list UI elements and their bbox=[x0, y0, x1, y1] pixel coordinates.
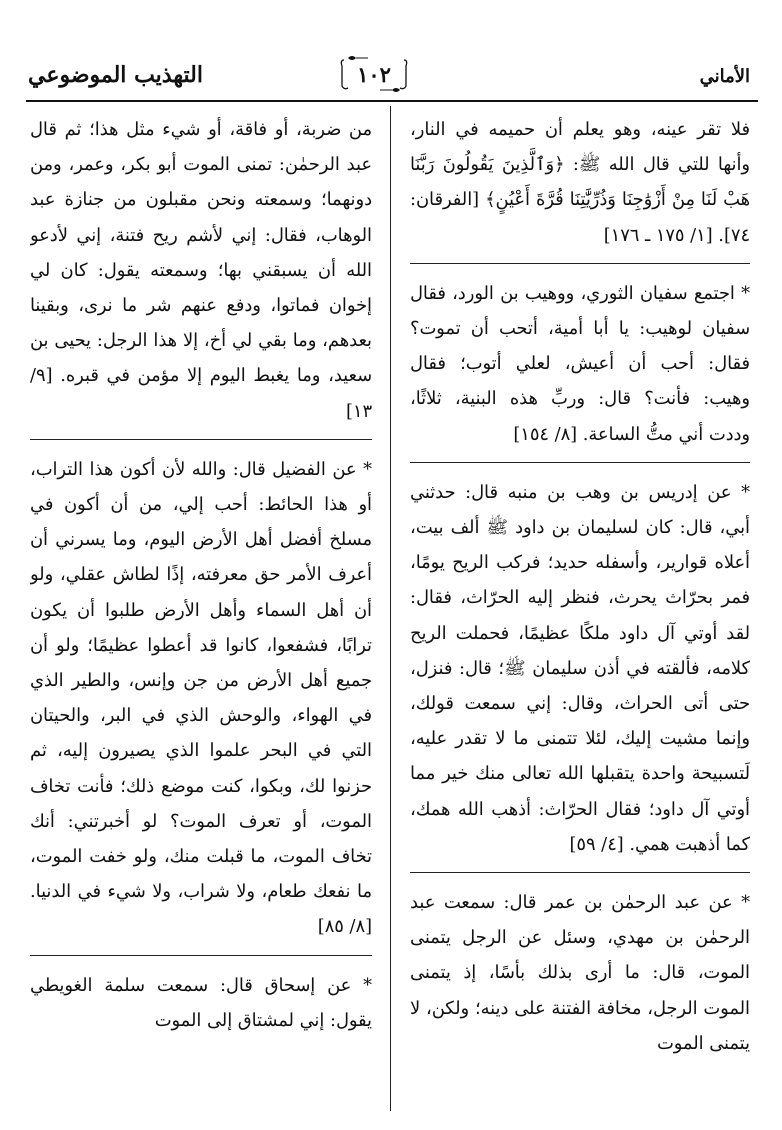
paragraph: * عن الفضيل قال: والله لأن أكون هذا التراب، أو هذا الحائط: أحب إلي، من أن أكون في مسلخ أفضل أهل الأرض اليوم، وما يسرني أن أعرف الأمر حق معرفته، إذًا لطاش عقلي، ولو أن أهل السماء وأهل الأرض طلبوا أن يكون ترابًا، فشفعوا، كانوا قد أعطوا عظيمًا؛ ولو أن جميع أهل الأرض من جن وإنس، والطير الذي في الهواء، والوحش الذي في البر، والحيتان التي في البحر علموا الذي يصيرون إليه، ثم حزنوا لك، وبكوا، كنت موضع ذلك؛ فأنت تخاف الموت، أو تعرف الموت؟ لو أخبرتني: أنك تخاف الموت، ما قبلت منك، ولو خفت الموت، ما نفعك طعام، ولا شراب، ولا شيء في الدنيا. [٨/ ٨٥] bbox=[30, 458, 372, 938]
paragraph: * عن عبد الرحمٰن بن عمر قال: سمعت عبد الرحمٰن بن مهدي، وسئل عن الرجل يتمنى الموت، قال: ما أرى بذلك بأسًا، إذ يتمنى الموت الرجل، مخافة الفتنة على دينه؛ ولكن، لا يتمنى الموت bbox=[410, 892, 750, 1054]
book-title: التهذيب الموضوعي bbox=[28, 62, 203, 88]
left-column bbox=[30, 112, 372, 1112]
paragraph: * عن إسحاق قال: سمعت سلمة الغويطي يقول: إني لمشتاق إلى الموت bbox=[30, 974, 372, 1031]
chapter-title: الأماني bbox=[699, 66, 750, 87]
paragraph: من ضربة، أو فاقة، أو شيء مثل هذا؛ ثم قال عبد الرحمٰن: تمنى الموت أبو بكر، وعمر، ومن دونهما؛ وسمعته ونحن مقبلون من جنازة عبد الوهاب، فقال: إني لأشم ريح فتنة، إني لأدعو الله أن يسبقني بها؛ وسمعته يقول: كان لي إخوان فماتوا، ودفع عنهم شر ما نرى، وبقينا بعدهم، وما بقي لي أخ، إلا هذا الرجل: يحيى بن سعيد، وما يغبط اليوم إلا مؤمن في قبره. [٩/ ١٣] bbox=[30, 119, 372, 422]
section-divider bbox=[410, 263, 750, 264]
section-divider bbox=[30, 439, 372, 440]
section-divider bbox=[30, 955, 372, 956]
column-divider bbox=[390, 106, 391, 1111]
header-rule bbox=[26, 100, 758, 102]
section-divider bbox=[410, 872, 750, 873]
paragraph: فلا تقر عينه، وهو يعلم أن حميمه في النار، وأنها للتي قال الله ﷺ: ﴿وَٱلَّذِينَ يَقُولُونَ رَبَّنَا هَبْ لَنَا مِنْ أَزْوَٰجِنَا وَذُرِّيَّٰتِنَا قُرَّةَ أَعْيُنٍ﴾ [الفرقان: ٧٤]. [١/ ١٧٥ ـ ١٧٦] bbox=[410, 119, 750, 246]
page-number: ١٠٢ bbox=[357, 62, 391, 87]
paragraph: * اجتمع سفيان الثوري، ووهيب بن الورد، فقال سفيان لوهيب: يا أبا أمية، أتحب أن تموت؟ فقال: أحب أن أعيش، لعلي أتوب؛ فقال وهيب: فأنت؟ قال: وربِّ هذه البنية، ثلاثًا، وددت أني متُّ الساعة. [٨/ ١٥٤] bbox=[410, 282, 750, 445]
page-number-frame bbox=[338, 54, 410, 94]
paragraph: * عن إدريس بن وهب بن منبه قال: حدثني أبي، قال: كان لسليمان بن داود ﷺ ألف بيت، أعلاه قوارير، وأسفله حديد؛ فركب الريح يومًا، فمر بحرّاث يحرث، فنظر إليه الحرّاث، فقال: لقد أوتي آل داود ملكًا عظيمًا، فحملت الريح كلامه، فألقته في أذن سليمان ﷺ؛ قال: فنزل، حتى أتى الحراث، وقال: إني سمعت قولك، وإنما مشيت إليك، لئلا تتمنى ما لا تقدر عليه، لَتسبيحة واحدة يتقبلها الله تعالى منك خير مما أوتي آل داود؛ فقال الحرّاث: أذهب الله همك، كما أذهبت همي. [٤/ ٥٩] bbox=[410, 481, 750, 855]
right-column bbox=[410, 112, 750, 1112]
section-divider bbox=[410, 462, 750, 463]
